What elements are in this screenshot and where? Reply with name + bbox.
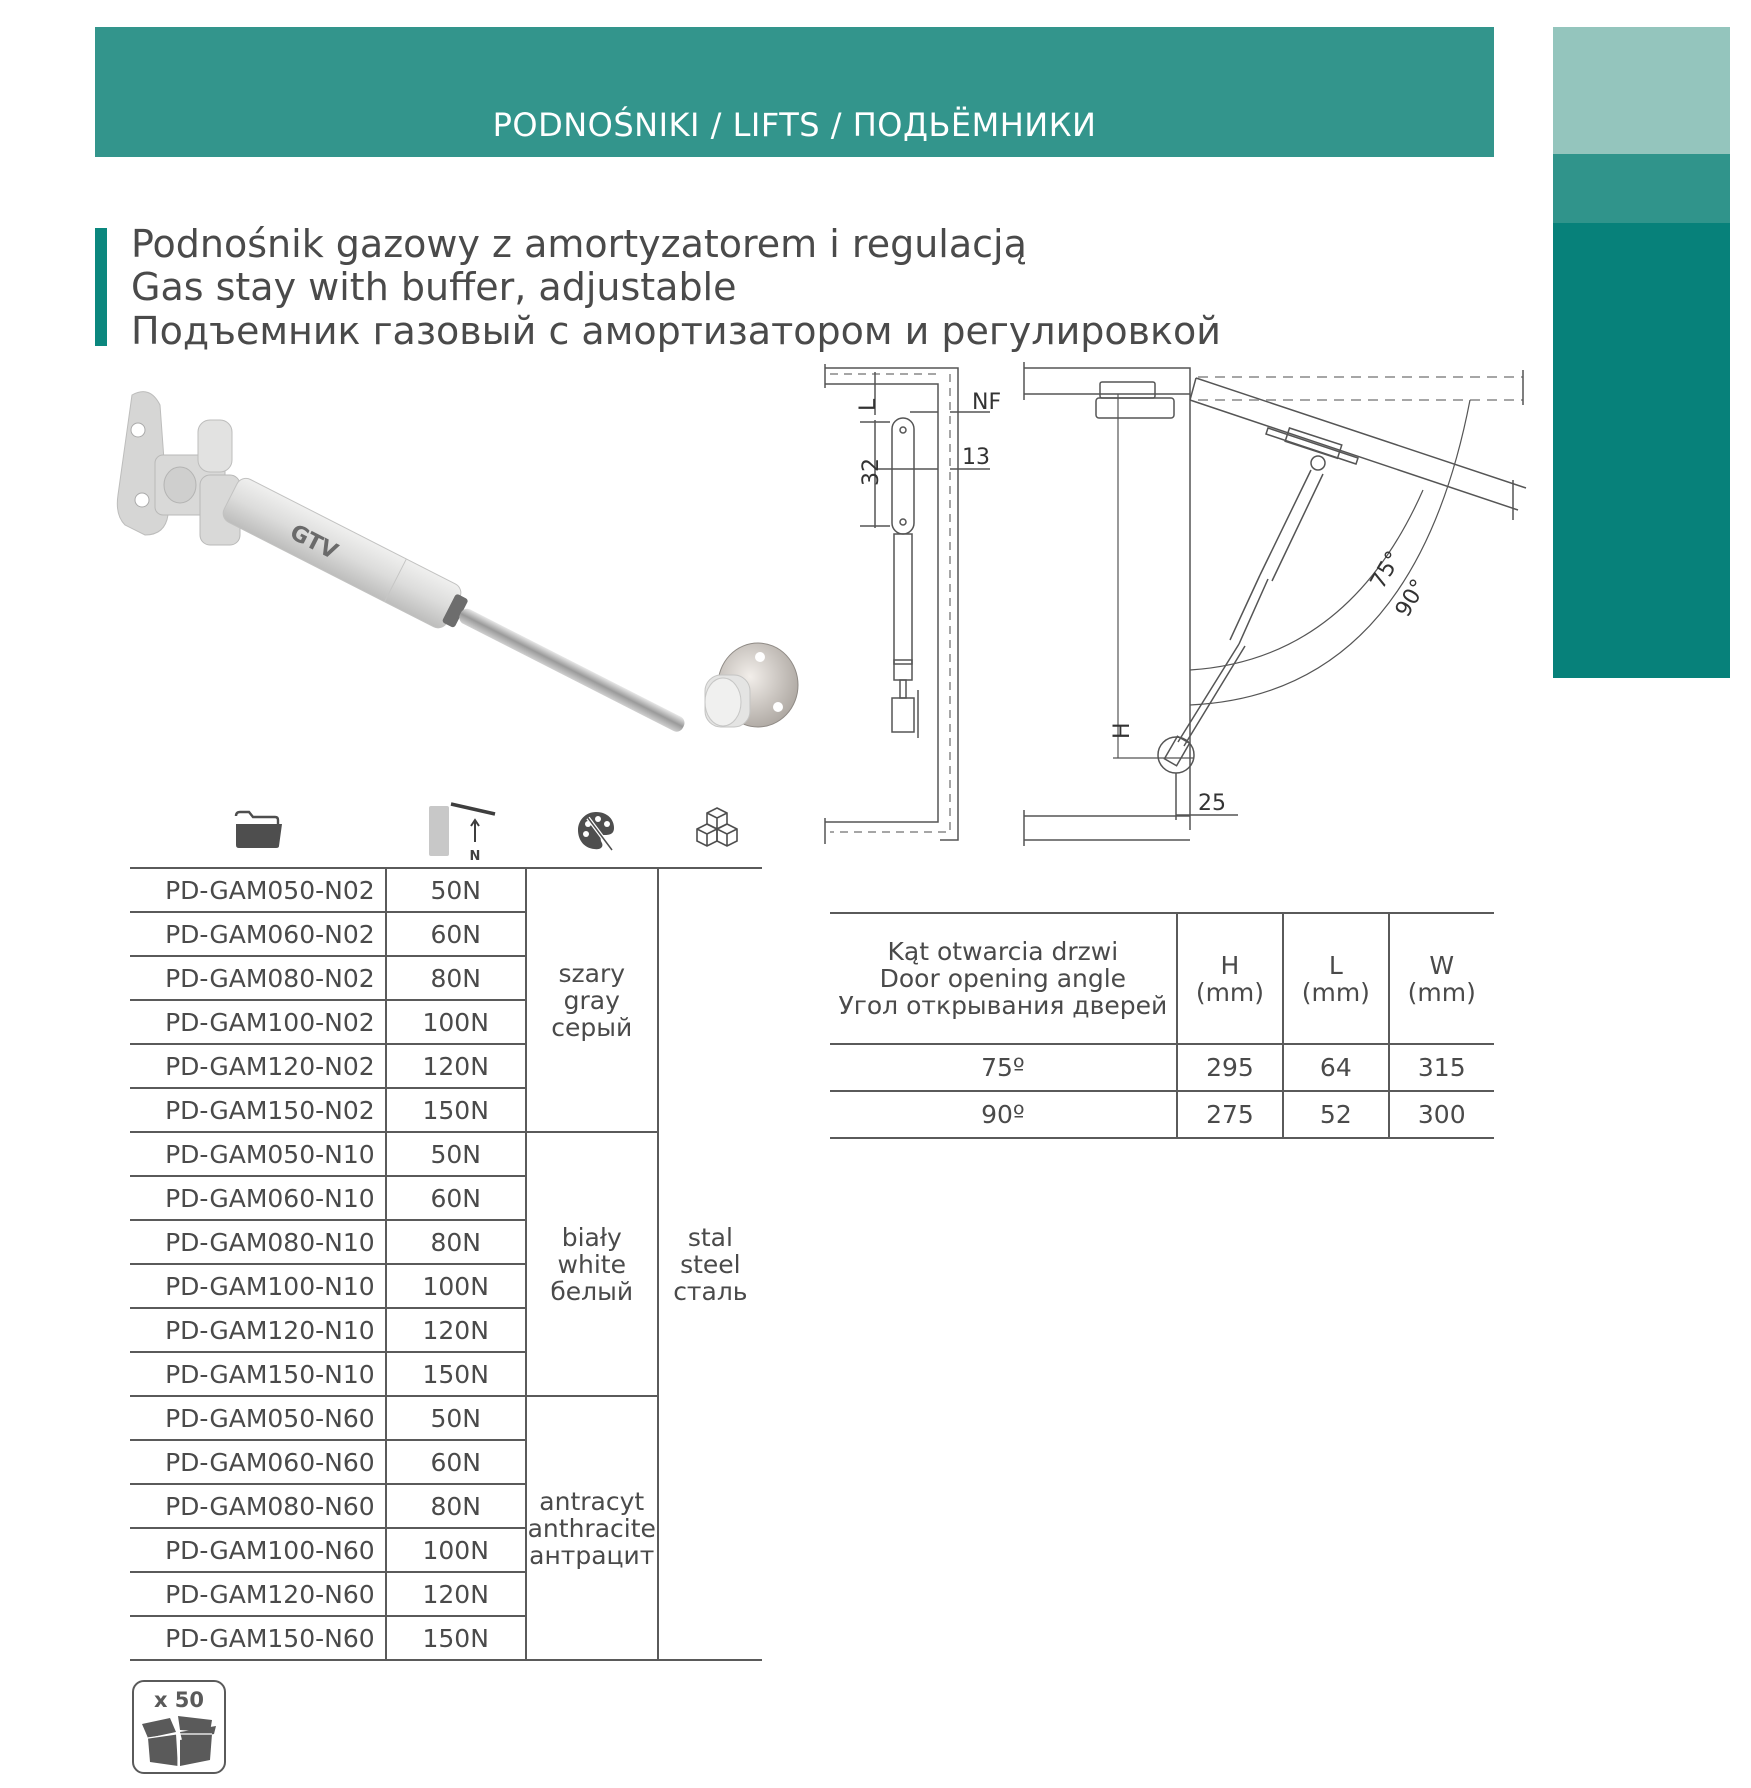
W-value: 300 — [1389, 1091, 1494, 1138]
header-W — [1389, 913, 1494, 1044]
product-code: PD-GAM080-N10 — [130, 1220, 386, 1264]
material-name: сталь — [673, 1276, 748, 1306]
lift-force: 50N — [386, 1396, 526, 1440]
lift-force: 120N — [386, 1572, 526, 1616]
angle-value: 90º — [830, 1091, 1177, 1138]
lift-force-icon — [388, 795, 530, 865]
lift-force: 150N — [386, 1088, 526, 1132]
color-name: antracyt — [539, 1486, 645, 1516]
product-code: PD-GAM150-N10 — [130, 1352, 386, 1396]
product-spec-table — [130, 867, 762, 1661]
spec-table-icons — [130, 795, 762, 865]
side-strip-light — [1553, 27, 1730, 154]
L-value: 64 — [1283, 1044, 1388, 1091]
lift-force: 60N — [386, 1176, 526, 1220]
angle-row — [830, 1091, 1494, 1138]
angle-value: 75º — [830, 1044, 1177, 1091]
color-cell — [526, 1396, 658, 1660]
product-title-pl: Podnośnik gazowy z amortyzatorem i regulacją — [131, 222, 1027, 266]
product-code: PD-GAM120-N02 — [130, 1044, 386, 1088]
color-name: антрацит — [529, 1540, 655, 1570]
product-title-ru: Подъемник газовый с амортизатором и регулировкой — [131, 309, 1221, 353]
side-view-diagram — [820, 360, 1002, 850]
angle-row — [830, 1044, 1494, 1091]
color-name: szary — [558, 958, 626, 988]
material-name: steel — [680, 1249, 741, 1279]
product-code: PD-GAM120-N10 — [130, 1308, 386, 1352]
dim-label-H: H — [1110, 722, 1135, 739]
product-code: PD-GAM060-N10 — [130, 1176, 386, 1220]
H-value: 295 — [1177, 1044, 1283, 1091]
lift-force: 80N — [386, 956, 526, 1000]
color-name: biały — [561, 1222, 622, 1252]
product-code: PD-GAM100-N10 — [130, 1264, 386, 1308]
product-photo — [110, 385, 820, 765]
lift-force: 100N — [386, 1528, 526, 1572]
header-W-label: W — [1429, 950, 1455, 980]
lift-force: 60N — [386, 1440, 526, 1484]
product-code: PD-GAM060-N60 — [130, 1440, 386, 1484]
side-strip-dark — [1553, 223, 1730, 678]
lift-force: 120N — [386, 1044, 526, 1088]
brand-mark: GTV — [285, 520, 342, 565]
header-H-unit: (mm) — [1195, 977, 1265, 1007]
color-name: white — [557, 1249, 626, 1279]
product-code: PD-GAM100-N02 — [130, 1000, 386, 1044]
color-name: anthracite — [527, 1513, 656, 1543]
header-angle-ru: Угол открывания дверей — [838, 991, 1168, 1020]
product-code: PD-GAM050-N02 — [130, 868, 386, 912]
folder-icon — [130, 795, 388, 865]
header-W-unit: (mm) — [1407, 977, 1476, 1007]
product-code: PD-GAM100-N60 — [130, 1528, 386, 1572]
header-L-label: L — [1328, 950, 1343, 980]
H-value: 275 — [1177, 1091, 1283, 1138]
lift-force: 150N — [386, 1616, 526, 1660]
side-strip-mid — [1553, 154, 1730, 223]
title-accent-bar — [95, 228, 107, 346]
lift-force: 80N — [386, 1220, 526, 1264]
table-row — [130, 868, 762, 912]
product-code: PD-GAM150-N60 — [130, 1616, 386, 1660]
W-value: 315 — [1389, 1044, 1494, 1091]
L-value: 52 — [1283, 1091, 1388, 1138]
header-H-label: H — [1220, 950, 1240, 980]
product-code: PD-GAM050-N10 — [130, 1132, 386, 1176]
lift-force: 80N — [386, 1484, 526, 1528]
palette-icon — [530, 795, 662, 865]
force-unit-label: N — [469, 849, 481, 864]
header-angle-en: Door opening angle — [879, 964, 1127, 993]
color-name: серый — [551, 1012, 633, 1042]
category-banner — [95, 27, 1494, 157]
box-icon — [140, 1716, 218, 1768]
color-cell — [526, 868, 658, 1132]
dim-label-L: L — [856, 398, 881, 411]
opening-angle-diagram — [1018, 360, 1538, 850]
dim-label-NF: NF — [972, 390, 1002, 415]
color-cell — [526, 1132, 658, 1396]
cubes-icon — [662, 795, 772, 865]
product-title-en: Gas stay with buffer, adjustable — [131, 265, 737, 309]
product-code: PD-GAM060-N02 — [130, 912, 386, 956]
lift-force: 150N — [386, 1352, 526, 1396]
lift-force: 60N — [386, 912, 526, 956]
material-name: stal — [687, 1222, 733, 1252]
product-code: PD-GAM080-N02 — [130, 956, 386, 1000]
header-angle — [830, 913, 1177, 1044]
color-name: gray — [563, 985, 620, 1015]
dim-label-32: 32 — [859, 458, 884, 486]
lift-force: 120N — [386, 1308, 526, 1352]
dim-label-13: 13 — [962, 445, 990, 470]
product-code: PD-GAM080-N60 — [130, 1484, 386, 1528]
header-L-unit: (mm) — [1301, 977, 1370, 1007]
header-H — [1177, 913, 1283, 1044]
lift-force: 50N — [386, 1132, 526, 1176]
product-code: PD-GAM150-N02 — [130, 1088, 386, 1132]
angle-label-90: 90° — [1390, 575, 1433, 622]
material-cell — [658, 868, 762, 1660]
color-name: белый — [550, 1276, 634, 1306]
header-angle-pl: Kąt otwarcia drzwi — [887, 937, 1119, 966]
lift-force: 100N — [386, 1000, 526, 1044]
lift-force: 50N — [386, 868, 526, 912]
product-code: PD-GAM120-N60 — [130, 1572, 386, 1616]
opening-angle-table — [830, 912, 1494, 1139]
lift-force: 100N — [386, 1264, 526, 1308]
packaging-box — [132, 1680, 226, 1774]
angle-label-75: 75° — [1365, 547, 1408, 594]
dim-label-25: 25 — [1198, 791, 1226, 816]
category-title: PODNOŚNIKI / LIFTS / ПОДЬЁМНИКИ — [492, 106, 1097, 144]
packaging-quantity: x 50 — [153, 1688, 205, 1712]
header-L — [1283, 913, 1388, 1044]
angle-table-header — [830, 913, 1494, 1044]
product-code: PD-GAM050-N60 — [130, 1396, 386, 1440]
